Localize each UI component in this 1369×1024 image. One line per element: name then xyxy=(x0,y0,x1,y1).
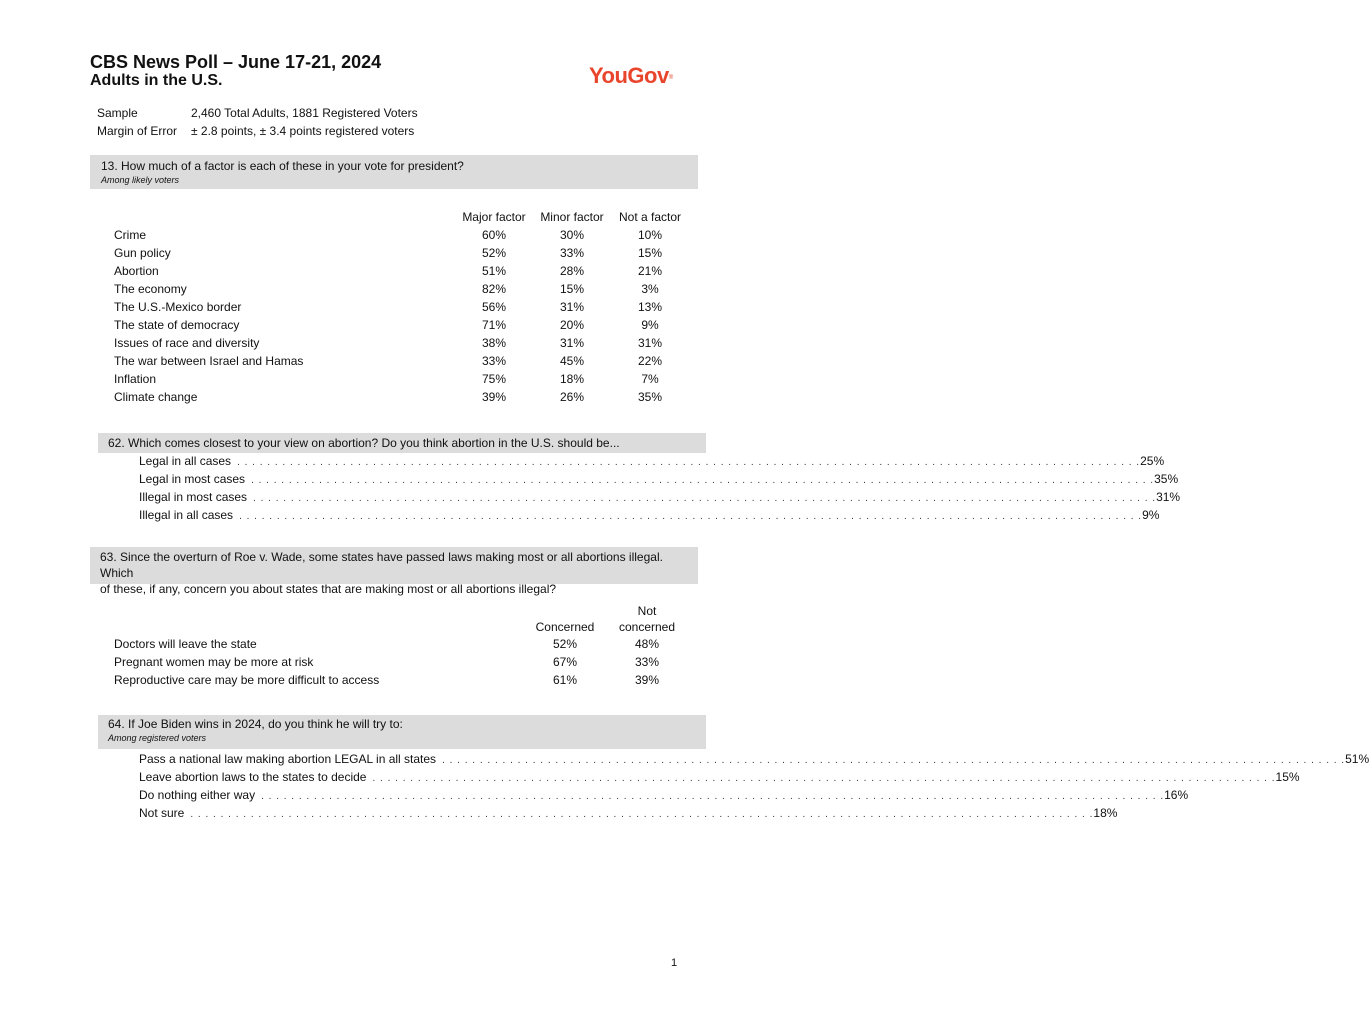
row-value: 31% xyxy=(559,300,585,314)
row-value: 22% xyxy=(637,354,663,368)
table-row xyxy=(114,316,694,334)
row-value: 15% xyxy=(559,282,585,296)
list-item-label: Legal in most cases xyxy=(139,472,246,486)
list-item-label: Leave abortion laws to the states to decide xyxy=(139,770,367,784)
table-row xyxy=(114,653,694,671)
dot-leader: . . . . . . . . . . . . . . . . . . . . . . . . . . . . . . . . . . . . . . . . . . . . . . . . . . . . . . . . . . . . . . . . . . . . . . . . . . . . . . . . . . . . . . . . . . . . . . . . . . . . . . . . . . . . . . . . . . . . . . . . xyxy=(442,755,1346,766)
row-value: 20% xyxy=(559,318,585,332)
list-item xyxy=(139,506,1160,524)
question-13-subtitle: Among likely voters xyxy=(101,175,180,185)
question-63-text-line1: 63. Since the overturn of Roe v. Wade, some states have passed laws making most or all abortions illegal. Which xyxy=(100,550,663,580)
list-item-value: 35% xyxy=(1154,472,1179,486)
list-item-value: 18% xyxy=(1093,806,1118,820)
row-label: The state of democracy xyxy=(114,318,240,332)
row-value: 45% xyxy=(559,354,585,368)
question-64-text: 64. If Joe Biden wins in 2024, do you think he will try to: xyxy=(108,717,403,731)
row-value: 48% xyxy=(634,637,660,651)
list-item-value: 25% xyxy=(1140,454,1165,468)
question-62-header xyxy=(98,433,706,453)
dot-leader: . . . . . . . . . . . . . . . . . . . . . . . . . . . . . . . . . . . . . . . . . . . . . . . . . . . . . . . . . . . . . . . . . . . . . . . . . . . . . . . . . . . . . . . . . . . . . . . . . . . . . . . . . . . . . . . . . . . . . . . . xyxy=(261,791,1165,802)
dot-leader: . . . . . . . . . . . . . . . . . . . . . . . . . . . . . . . . . . . . . . . . . . . . . . . . . . . . . . . . . . . . . . . . . . . . . . . . . . . . . . . . . . . . . . . . . . . . . . . . . . . . . . . . . . . . . . . . . . . . . . . . xyxy=(237,457,1141,468)
question-13-header xyxy=(90,155,698,189)
row-value: 21% xyxy=(637,264,663,278)
logo-text: YouGov xyxy=(589,63,669,88)
table-row xyxy=(114,298,694,316)
row-label: Pregnant women may be more at risk xyxy=(114,655,314,669)
column-header-not-a-factor: Not a factor xyxy=(618,210,682,224)
row-value: 82% xyxy=(481,282,507,296)
row-value: 52% xyxy=(481,246,507,260)
page-title: CBS News Poll – June 17-21, 2024 xyxy=(90,52,382,72)
row-value: 51% xyxy=(481,264,507,278)
page-number: 1 xyxy=(671,957,678,969)
row-label: Doctors will leave the state xyxy=(114,637,257,651)
list-item xyxy=(139,488,1181,506)
dot-leader: . . . . . . . . . . . . . . . . . . . . . . . . . . . . . . . . . . . . . . . . . . . . . . . . . . . . . . . . . . . . . . . . . . . . . . . . . . . . . . . . . . . . . . . . . . . . . . . . . . . . . . . . . . . . . . . . . . . . . . . . xyxy=(190,809,1094,820)
row-value: 71% xyxy=(481,318,507,332)
row-value: 33% xyxy=(634,655,660,669)
table-row xyxy=(114,334,694,352)
list-item-value: 51% xyxy=(1345,752,1369,766)
row-label: Inflation xyxy=(114,372,157,386)
row-value: 60% xyxy=(481,228,507,242)
column-header-not-concerned-line1: Not xyxy=(637,604,657,618)
row-label: Reproductive care may be more difficult to access xyxy=(114,673,380,687)
row-value: 39% xyxy=(634,673,660,687)
dot-leader: . . . . . . . . . . . . . . . . . . . . . . . . . . . . . . . . . . . . . . . . . . . . . . . . . . . . . . . . . . . . . . . . . . . . . . . . . . . . . . . . . . . . . . . . . . . . . . . . . . . . . . . . . . . . . . . . . . . . . . . . xyxy=(239,511,1143,522)
list-item-label: Legal in all cases xyxy=(139,454,232,468)
list-item-label: Pass a national law making abortion LEGAL in all states xyxy=(139,752,437,766)
table-row xyxy=(114,262,694,280)
row-label: Abortion xyxy=(114,264,159,278)
dot-leader: . . . . . . . . . . . . . . . . . . . . . . . . . . . . . . . . . . . . . . . . . . . . . . . . . . . . . . . . . . . . . . . . . . . . . . . . . . . . . . . . . . . . . . . . . . . . . . . . . . . . . . . . . . . . . . . . . . . . . . . . xyxy=(372,773,1276,784)
row-value: 30% xyxy=(559,228,585,242)
dot-leader: . . . . . . . . . . . . . . . . . . . . . . . . . . . . . . . . . . . . . . . . . . . . . . . . . . . . . . . . . . . . . . . . . . . . . . . . . . . . . . . . . . . . . . . . . . . . . . . . . . . . . . . . . . . . . . . . . . . . . . . . xyxy=(251,475,1155,486)
column-header-major-factor: Major factor xyxy=(462,210,526,224)
list-item xyxy=(139,750,1369,768)
list-item-value: 31% xyxy=(1156,490,1181,504)
list-item xyxy=(139,470,1179,488)
yougov-logo xyxy=(589,63,673,89)
list-item xyxy=(139,786,1189,804)
table-row xyxy=(114,671,694,689)
row-label: Climate change xyxy=(114,390,198,404)
row-value: 56% xyxy=(481,300,507,314)
list-item-value: 9% xyxy=(1142,508,1160,522)
table-row xyxy=(114,244,694,262)
sample-label: Sample xyxy=(97,106,138,120)
row-label: Issues of race and diversity xyxy=(114,336,260,350)
row-value: 9% xyxy=(641,318,659,332)
question-62-text: 62. Which comes closest to your view on abortion? Do you think abortion in the U.S. should be... xyxy=(108,436,620,450)
table-row xyxy=(114,280,694,298)
registered-mark: ® xyxy=(668,75,673,81)
dot-leader: . . . . . . . . . . . . . . . . . . . . . . . . . . . . . . . . . . . . . . . . . . . . . . . . . . . . . . . . . . . . . . . . . . . . . . . . . . . . . . . . . . . . . . . . . . . . . . . . . . . . . . . . . . . . . . . . . . . . . . . . xyxy=(253,493,1157,504)
table-row xyxy=(114,388,694,406)
row-value: 7% xyxy=(641,372,659,386)
list-item-value: 16% xyxy=(1164,788,1189,802)
row-value: 39% xyxy=(481,390,507,404)
question-63-text-line2: of these, if any, concern you about states that are making most or all abortions illegal? xyxy=(100,582,557,596)
question-13-text: 13. How much of a factor is each of these in your vote for president? xyxy=(101,159,464,173)
row-value: 15% xyxy=(637,246,663,260)
row-value: 52% xyxy=(552,637,578,651)
sample-value: 2,460 Total Adults, 1881 Registered Voters xyxy=(191,106,418,120)
row-value: 13% xyxy=(637,300,663,314)
row-value: 31% xyxy=(637,336,663,350)
row-value: 10% xyxy=(637,228,663,242)
question-63-header xyxy=(90,547,698,596)
row-value: 33% xyxy=(481,354,507,368)
row-value: 67% xyxy=(552,655,578,669)
list-item xyxy=(139,452,1165,470)
page-subtitle: Adults in the U.S. xyxy=(90,72,223,89)
table-row xyxy=(114,226,694,244)
question-64-subtitle: Among registered voters xyxy=(108,733,207,743)
row-value: 18% xyxy=(559,372,585,386)
row-value: 31% xyxy=(559,336,585,350)
row-value: 33% xyxy=(559,246,585,260)
row-value: 3% xyxy=(641,282,659,296)
table-row xyxy=(114,352,694,370)
table-row xyxy=(114,635,694,653)
list-item-label: Do nothing either way xyxy=(139,788,256,802)
row-label: Crime xyxy=(114,228,146,242)
list-item xyxy=(139,768,1300,786)
list-item-label: Illegal in most cases xyxy=(139,490,248,504)
list-item xyxy=(139,804,1118,822)
list-item-value: 15% xyxy=(1275,770,1300,784)
row-label: The economy xyxy=(114,282,187,296)
row-value: 75% xyxy=(481,372,507,386)
margin-of-error-label: Margin of Error xyxy=(97,124,178,138)
row-value: 61% xyxy=(552,673,578,687)
column-header-minor-factor: Minor factor xyxy=(540,210,604,224)
row-label: The U.S.-Mexico border xyxy=(114,300,242,314)
row-value: 26% xyxy=(559,390,585,404)
column-header-not-concerned-line2: concerned xyxy=(618,620,676,634)
list-item-label: Not sure xyxy=(139,806,185,820)
row-value: 38% xyxy=(481,336,507,350)
margin-of-error-value: ± 2.8 points, ± 3.4 points registered voters xyxy=(191,124,415,138)
question-64-header xyxy=(98,715,706,749)
list-item-label: Illegal in all cases xyxy=(139,508,234,522)
table-row xyxy=(114,370,694,388)
row-label: The war between Israel and Hamas xyxy=(114,354,304,368)
column-header-concerned: Concerned xyxy=(535,620,595,634)
row-label: Gun policy xyxy=(114,246,171,260)
row-value: 35% xyxy=(637,390,663,404)
row-value: 28% xyxy=(559,264,585,278)
